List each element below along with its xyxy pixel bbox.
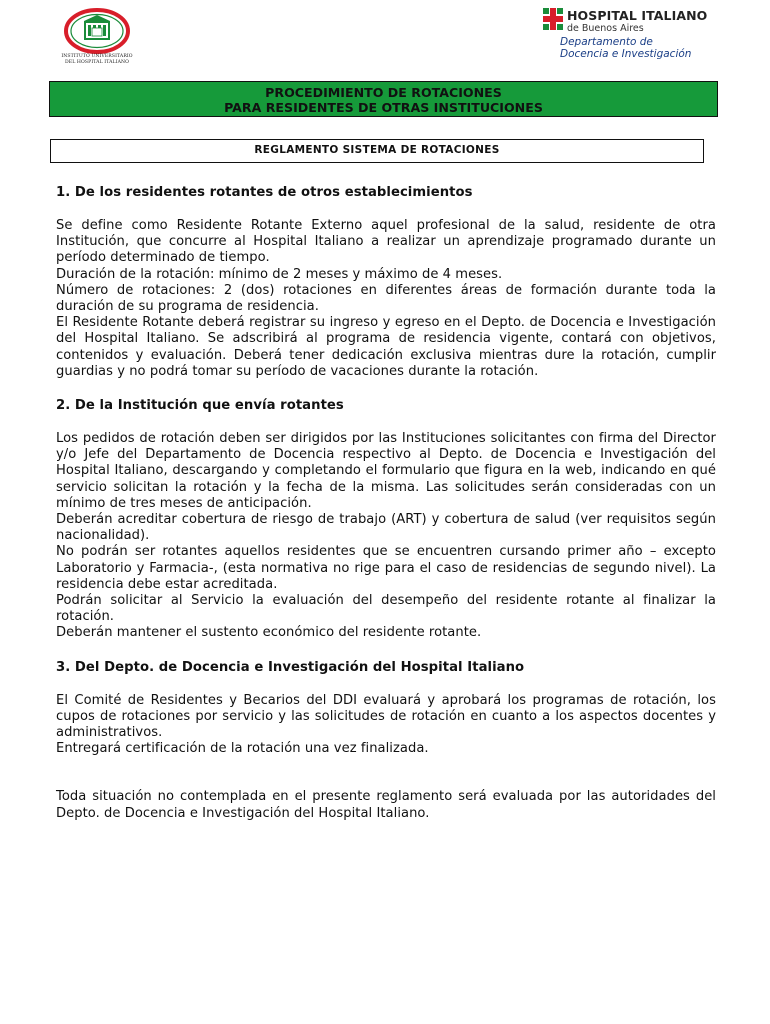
department-line-1: Departamento de	[560, 36, 653, 48]
section-2-paragraph-3: No podrán ser rotantes aquellos residentes que se encuentren cursando primer año – excepto Laboratorio y Farmacia-, (esta normativa no rige para el caso de residencias de segundo nivel). La residencia debe estar acreditada.	[56, 544, 716, 592]
section-2-paragraph-1: Los pedidos de rotación deben ser dirigidos por las Instituciones solicitantes con firma del Director y/o Jefe del Departamento de Docencia respectivo al Depto. de Docencia e Investigación del Hospital Italiano, descargando y completando el formulario que figura en la web, indicando en qué servicio solicitan la rotación y la fecha de la misma. Las solicitudes serán consideradas con un mínimo de tres meses de anticipación.	[56, 431, 716, 511]
section-1-paragraph-3: Número de rotaciones: 2 (dos) rotaciones en diferentes áreas de formación durante toda la duración de su programa de residencia.	[56, 282, 716, 315]
department-name	[560, 36, 691, 60]
logo-text-line-1: INSTITUTO UNIVERSITARIO	[61, 54, 133, 59]
title-line-1: PROCEDIMIENTO DE ROTACIONES	[265, 85, 502, 100]
section-2-heading: 2. De la Institución que envía rotantes	[56, 398, 344, 414]
section-1-paragraph-2: Duración de la rotación: mínimo de 2 meses y máximo de 4 meses.	[56, 266, 503, 282]
title-line-2: PARA RESIDENTES DE OTRAS INSTITUCIONES	[224, 100, 543, 115]
hospital-italiano-logo	[543, 8, 733, 63]
section-3-paragraph-2: Entregará certificación de la rotación una vez finalizada.	[56, 741, 429, 757]
section-3-heading: 3. Del Depto. de Docencia e Investigación del Hospital Italiano	[56, 659, 525, 675]
department-line-2: Docencia e Investigación	[560, 48, 692, 60]
section-1-paragraph-1: Se define como Residente Rotante Externo aquel profesional de la salud, residente de otra Institución, que concurre al Hospital Italiano a realizar un aprendizaje programado durante un período determinado de tiempo.	[56, 218, 716, 266]
instituto-universitario-logo	[52, 8, 142, 68]
section-1-paragraph-4: El Residente Rotante deberá registrar su ingreso y egreso en el Depto. de Docencia e Investigación del Hospital Italiano. Se adscribirá al programa de residencia vigente, contará con objetivos, contenidos y evaluación. Deberá tener dedicación exclusiva mientras dure la rotación, cumplir guardias y no podrá tomar su período de vacaciones durante la rotación.	[56, 315, 716, 379]
institute-seal-icon	[64, 8, 130, 54]
title-banner	[49, 81, 718, 117]
document-body	[56, 184, 716, 822]
logo-text-line-2: DEL HOSPITAL ITALIANO	[64, 59, 130, 65]
section-2-paragraph-2: Deberán acreditar cobertura de riesgo de trabajo (ART) y cobertura de salud (ver requisitos según nacionalidad).	[56, 512, 716, 544]
hospital-name: HOSPITAL ITALIANO	[567, 8, 708, 23]
section-3-paragraph-1: El Comité de Residentes y Becarios del DDI evaluará y aprobará los programas de rotación, los cupos de rotaciones por servicio y las solicitudes de rotación en cuanto a los aspectos docentes y administrativos.	[56, 692, 716, 741]
subtitle-box: REGLAMENTO SISTEMA DE ROTACIONES	[50, 139, 704, 163]
hospital-location: de Buenos Aires	[567, 23, 644, 34]
section-2-paragraph-5: Deberán mantener el sustento económico del residente rotante.	[56, 625, 482, 641]
section-1-heading: 1. De los residentes rotantes de otros establecimientos	[56, 185, 473, 200]
section-2-paragraph-4: Podrán solicitar al Servicio la evaluación del desempeño del residente rotante al finalizar la rotación.	[56, 593, 716, 625]
hospital-cross-icon	[543, 8, 563, 30]
closing-paragraph: Toda situación no contemplada en el presente reglamento será evaluada por las autoridades del Depto. de Docencia e Investigación del Hospital Italiano.	[56, 789, 716, 821]
